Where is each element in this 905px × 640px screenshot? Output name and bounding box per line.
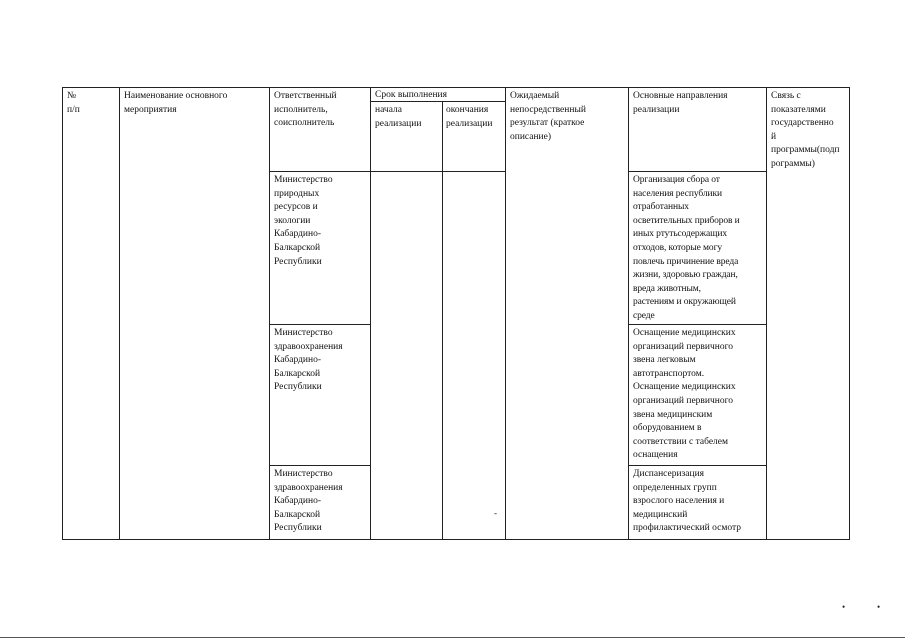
header-start: начала реализации xyxy=(375,105,422,129)
header-executor: Ответственный исполнитель, соисполнитель xyxy=(274,91,337,129)
header-num: № п/п xyxy=(67,91,80,115)
col-sep-3 xyxy=(370,87,371,540)
header-name: Наименование основного мероприятия xyxy=(124,91,228,115)
header-end: окончания реализации xyxy=(446,105,493,129)
col-sep-1 xyxy=(119,87,120,540)
row3-direction: Диспансеризация определенных групп взрослого населения и медицинский профилактический осмотр xyxy=(633,469,741,534)
table-border-left xyxy=(62,87,63,540)
header-deadline: Срок выполнения xyxy=(375,90,447,100)
table-border-bottom xyxy=(62,539,850,540)
row1-direction: Организация сбора от населения республики отработанных осветительных приборов и иных ртутьсодержащих отходов, которые могу повлечь причинение вреда жизни, здоровью граждан, вреда животным, растениям и окружающей среде xyxy=(633,175,740,321)
table-border-right xyxy=(849,87,850,540)
row1-executor: Министерство природных ресурсов и экологии Кабардино- Балкарской Республики xyxy=(274,175,333,267)
scan-dot-2: • xyxy=(877,602,881,612)
row3-executor: Министерство здравоохранения Кабардино- Балкарской Республики xyxy=(274,469,343,534)
header-result: Ожидаемый непосредственный результат (краткое описание) xyxy=(510,91,586,142)
row2-direction: Оснащение медицинских организаций первичного звена легковым автотранспортом. Оснащение медицинских организаций первичного звена медицинским оборудованием в соответствии с табелем оснащения xyxy=(633,328,736,461)
page-bottom-line xyxy=(0,637,905,638)
dash-mark: - xyxy=(494,508,497,518)
scan-dot-1: • xyxy=(842,602,846,612)
header-directions: Основные направления реализации xyxy=(633,91,728,115)
col-sep-4 xyxy=(442,101,443,540)
header-link: Связь с показателями государственно й программы(подп рограммы) xyxy=(771,91,840,169)
col-sep-5 xyxy=(505,87,506,540)
row2-executor: Министерство здравоохранения Кабардино- Балкарской Республики xyxy=(274,328,343,393)
